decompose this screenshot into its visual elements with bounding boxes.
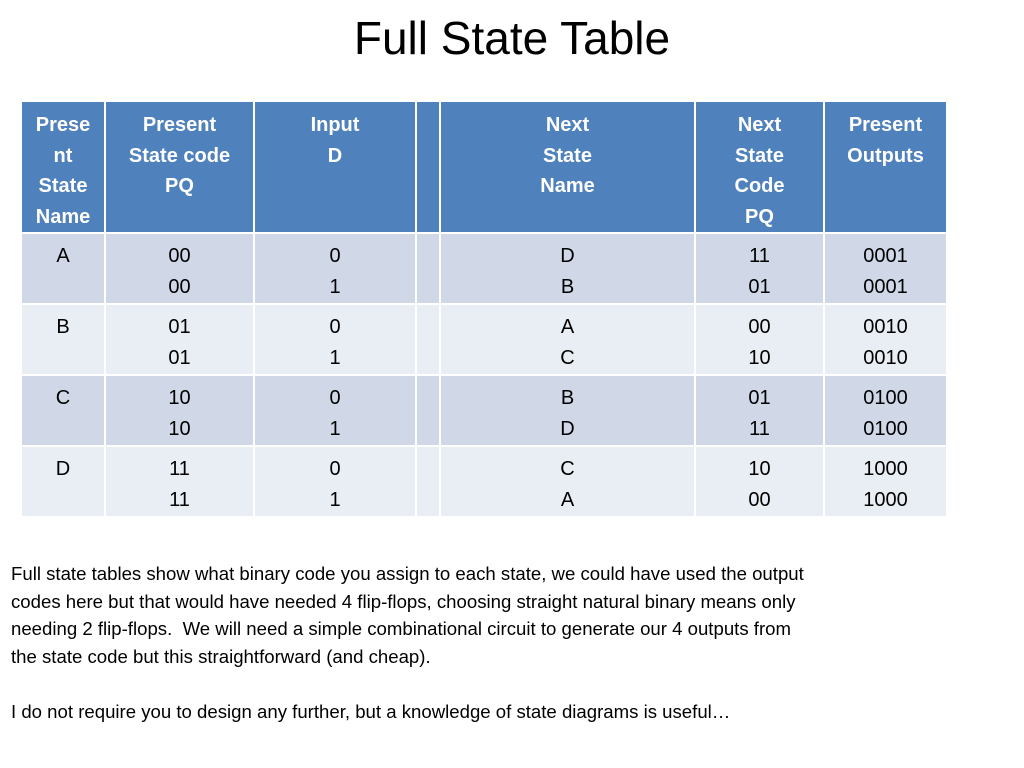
cell-line: Code (734, 175, 785, 197)
cell-line: 00 (748, 316, 771, 338)
note-paragraph: I do not require you to design any further, but a knowledge of state diagrams is useful… (11, 700, 731, 722)
cell-spacer (416, 304, 440, 375)
cell-line: State (38, 175, 88, 197)
cell-line: 1 (329, 488, 341, 511)
cell-line: PQ (165, 175, 194, 197)
cell-next-state-name (440, 233, 695, 304)
cell-input (254, 233, 416, 304)
cell-line: nt (53, 144, 73, 167)
cell-line: 11 (749, 417, 770, 440)
cell-line: 11 (749, 245, 770, 267)
cell-line: 00 (748, 488, 771, 511)
cell-line: C (560, 458, 575, 480)
cell-present-state-code (105, 446, 254, 517)
cell-next-state-code (695, 446, 824, 517)
cell-line: 0100 (863, 417, 908, 440)
cell-line: A (56, 245, 70, 267)
cell-line: 1 (329, 346, 341, 369)
header-present-state-name (21, 101, 105, 233)
cell-line: Present (848, 114, 923, 136)
explanation-paragraph (11, 560, 1011, 670)
cell-line: D (560, 417, 575, 440)
cell-present-state-name (21, 233, 105, 304)
cell-line: 10 (748, 346, 771, 369)
cell-line: 01 (168, 346, 191, 369)
slide-title: Full State Table (353, 12, 671, 64)
header-next-state-code (695, 101, 824, 233)
cell-present-outputs (824, 375, 947, 446)
cell-line: B (56, 316, 70, 338)
explanation-line: Full state tables show what binary code you assign to each state, we could have used the output (11, 563, 804, 584)
cell-line: A (560, 316, 575, 338)
header-spacer (416, 101, 440, 233)
table-row (21, 233, 947, 304)
cell-line: Input (310, 114, 360, 136)
cell-present-state-name (21, 446, 105, 517)
cell-next-state-name (440, 446, 695, 517)
cell-next-state-code (695, 375, 824, 446)
cell-line: State code (128, 144, 231, 167)
table-header-row (21, 101, 947, 233)
cell-present-state-name (21, 304, 105, 375)
cell-line: A (560, 488, 575, 511)
cell-line: Name (540, 175, 595, 197)
cell-present-state-code (105, 375, 254, 446)
header-next-state-name (440, 101, 695, 233)
cell-line: 0001 (863, 245, 908, 267)
table-row (21, 446, 947, 517)
cell-line: 1000 (863, 488, 908, 511)
full-state-table (20, 100, 948, 518)
cell-line: 0 (329, 387, 341, 409)
cell-present-outputs (824, 446, 947, 517)
header-input (254, 101, 416, 233)
cell-line: 11 (169, 458, 190, 480)
cell-line: Next (545, 114, 590, 136)
cell-spacer (416, 446, 440, 517)
cell-line: Prese (35, 114, 91, 136)
cell-line: 01 (748, 387, 771, 409)
cell-next-state-name (440, 375, 695, 446)
cell-input (254, 304, 416, 375)
cell-line: B (560, 275, 575, 298)
cell-line: 0100 (863, 387, 908, 409)
cell-input (254, 446, 416, 517)
table-row (21, 375, 947, 446)
cell-line: D (55, 458, 71, 480)
cell-line: 00 (168, 245, 191, 267)
cell-line: 00 (168, 275, 191, 298)
cell-line: D (560, 245, 575, 267)
cell-line: Name (35, 205, 91, 228)
cell-line: 0001 (863, 275, 908, 298)
explanation-line: codes here but that would have needed 4 flip-flops, choosing straight natural binary means only (11, 590, 796, 612)
cell-spacer (416, 375, 440, 446)
cell-line: 10 (748, 458, 771, 480)
cell-line: C (560, 346, 575, 369)
cell-line: B (560, 387, 575, 409)
cell-line: 10 (168, 417, 191, 440)
explanation-line: needing 2 flip-flops. We will need a simple combinational circuit to generate our 4 outputs from (11, 618, 791, 639)
cell-next-state-code (695, 233, 824, 304)
cell-line: State (543, 144, 592, 167)
cell-line: 0 (329, 458, 341, 480)
cell-line: 0 (329, 245, 341, 267)
cell-line: 0010 (863, 346, 908, 369)
cell-line: 1000 (863, 458, 908, 480)
cell-next-state-code (695, 304, 824, 375)
cell-line: 01 (748, 275, 771, 298)
cell-next-state-name (440, 304, 695, 375)
cell-present-state-code (105, 233, 254, 304)
cell-line: Present (142, 114, 217, 136)
header-present-outputs (824, 101, 947, 233)
cell-line: 01 (168, 316, 191, 338)
cell-line: 11 (169, 488, 190, 511)
slide-body-text (11, 560, 1011, 753)
cell-line: 1 (329, 417, 341, 440)
cell-line: 0 (329, 316, 341, 338)
cell-line: C (55, 387, 71, 409)
cell-line: 0010 (863, 316, 908, 338)
cell-line: State (735, 144, 784, 167)
cell-line: Next (737, 114, 782, 136)
cell-present-outputs (824, 304, 947, 375)
cell-input (254, 375, 416, 446)
cell-present-outputs (824, 233, 947, 304)
cell-spacer (416, 233, 440, 304)
cell-line: Outputs (847, 144, 924, 167)
cell-line: 10 (168, 387, 191, 409)
cell-present-state-name (21, 375, 105, 446)
explanation-line: the state code but this straightforward (and cheap). (11, 645, 431, 667)
cell-present-state-code (105, 304, 254, 375)
cell-line: D (327, 144, 343, 167)
table-row (21, 304, 947, 375)
header-present-state-code (105, 101, 254, 233)
cell-line: PQ (745, 205, 774, 228)
cell-line: 1 (329, 275, 341, 298)
